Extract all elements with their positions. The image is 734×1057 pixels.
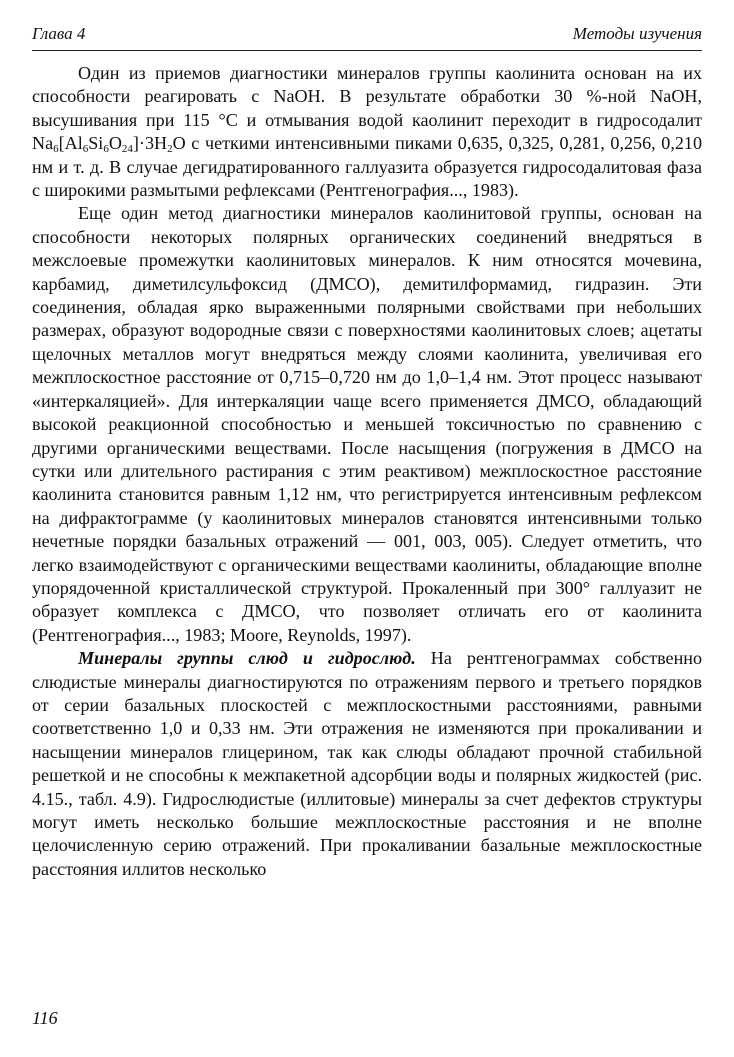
paragraph-2: Еще один метод диагностики минералов каолинитовой группы, основан на способности некоторых полярных органических соединений внедряться в межслоевые промежутки каолинитовых минералов. К ним относятся мочевина, карбамид, диметилсульфоксид (ДМСО), демитилформамид, гидразин. Эти соединения, обладая ярко выраженными полярными свойствами при небольших размерах, образуют водородные связи с поверхностями каолинитовых слоев; ацетаты щелочных металлов могут внедряться между слоями каолинита, увеличивая его межплоскостное расстояние от 0,715–0,720 нм до 1,0–1,4 нм. Этот процесс называют «интеркаляцией». Для интеркаляции чаще всего применяется ДМСО, обладающий высокой реакционной способностью и меньшей токсичностью по сравнению с другими органическими веществами. После насыщения (погружения в ДМСО на сутки или длительного растирания с этим реактивом) межплоскостное расстояние каолинита становится равным 1,12 нм, что регистрируется интенсивным рефлексом на дифрактограмме (у каолинитовых минералов становятся интенсивными только нечетные порядки базальных отражений — 001, 003, 005). Следует отметить, что легко взаимодействуют с органическими веществами каолиниты, обладающие вполне упорядоченной кристаллической структурой. Прокаленный при 300° галлуазит не образует комплекса с ДМСО, что позволяет отличать его от каолинита (Рентгенография..., 1983; Moore, Reynolds, 1997). [32,203,702,645]
paragraph-3: Минералы группы слюд и гидрослюд. На рентгенограммах собственно слюдистые минералы диагностируются по отражениям первого и третьего порядков от серии базальных плоскостей с межплоскостными расстояниями, равными соответственно 1,0 и 0,33 нм. Эти отражения не изменяются при прокаливании и насыщении минералов глицерином, так как слюды обладают прочной стабильной решеткой и не способны к межпакетной адсорбции воды и полярных жидкостей (рис. 4.15., табл. 4.9). Гидрослюдистые (иллитовые) минералы за счет дефектов структуры могут иметь несколько большие межплоскостные расстояния и не вполне целочисленную серию отражений. При прокаливании базальные межплоскостные расстояния иллитов несколько [32,648,702,879]
running-header [32,24,702,44]
paragraph-lead-heading: Минералы группы слюд и гидрослюд. [78,648,416,669]
page-number: 116 [32,1008,58,1028]
paragraph-1: Один из приемов диагностики минералов группы каолинита основан на их способности реагировать с NaOH. В результате обработки 30 %-ной NaOH, высушивания при 115 °C и отмывания водой каолинит переходит в гидросодалит $Na_6[Al_6Si_6O_{24}]\cdot 3H_2O$ с четкими интенсивными пиками 0,635, 0,325, 0,281, 0,256, 0,210 нм и т. д. В случае дегидратированного галлуазита образуется гидросодалитовая фаза с широкими размытыми рефлексами (Рентгенография..., 1983). [32,63,702,201]
page-body [32,62,702,881]
header-section: Методы изучения [572,24,702,43]
header-rule [32,50,702,51]
header-chapter: Глава 4 [32,24,86,43]
